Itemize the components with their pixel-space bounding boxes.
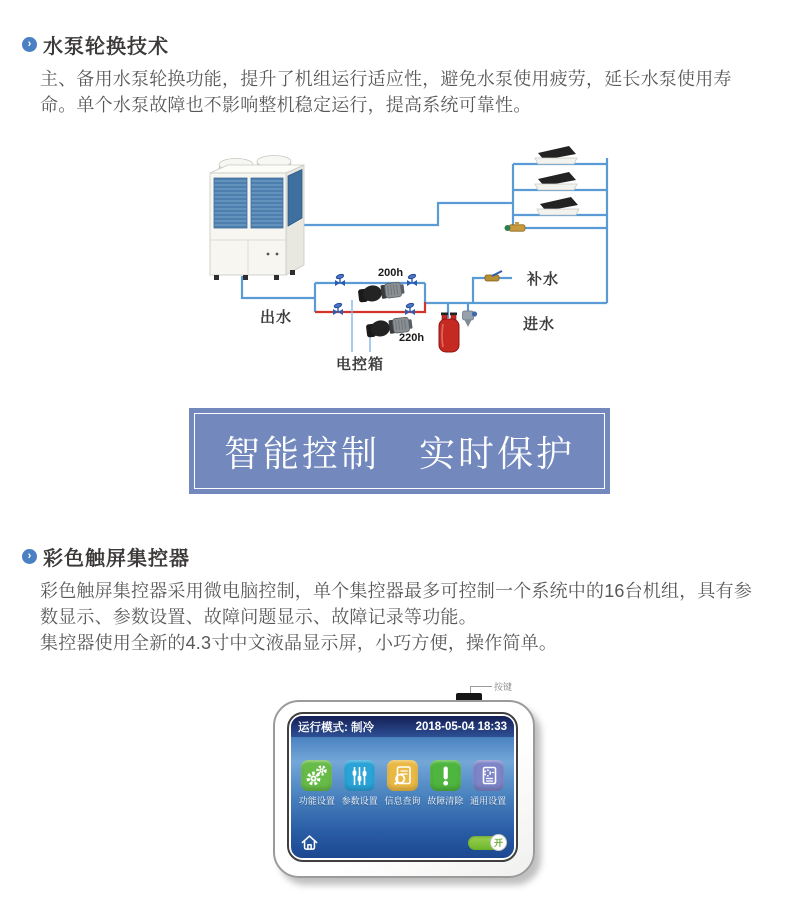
section2-title: 彩色触屏集控器 xyxy=(43,548,190,570)
app-label: 参数设置 xyxy=(341,796,378,806)
section2-paragraph-1: 彩色触屏集控器采用微电脑控制，单个集控器最多可控制一个系统中的16台机组，具有参数显示、参数设置、故障问题显示、故障记录等功能。 xyxy=(40,581,753,627)
air-cooled-chiller xyxy=(210,156,304,281)
makeup-ball-valve xyxy=(485,271,502,281)
controller-device xyxy=(273,700,535,878)
gears-icon xyxy=(301,760,332,791)
app-info-query[interactable] xyxy=(382,760,422,807)
section1-header xyxy=(22,30,770,59)
expansion-tank xyxy=(439,313,459,353)
water-system-diagram xyxy=(180,140,640,402)
fan-coil-units xyxy=(535,146,579,215)
section-bullet-icon: › xyxy=(22,549,37,564)
app-fault-clear[interactable] xyxy=(425,760,465,807)
section2-paragraph-2: 集控器使用全新的4.3寸中文液晶显示屏，小巧方便，操作简单。 xyxy=(40,633,558,653)
sliders-icon xyxy=(344,760,375,791)
section2-header xyxy=(22,542,770,571)
doc-settings-icon xyxy=(473,760,504,791)
power-toggle[interactable] xyxy=(468,836,505,850)
app-general-settings[interactable] xyxy=(468,760,508,807)
makeup-water-label: 补水 xyxy=(527,271,560,288)
screen-bottom-bar xyxy=(300,833,505,852)
app-grid xyxy=(291,760,514,807)
screen-bezel xyxy=(287,712,518,862)
section-pump-rotation xyxy=(22,30,770,118)
app-label: 通用设置 xyxy=(470,796,507,806)
exclamation-icon xyxy=(430,760,461,791)
filter-assembly xyxy=(463,311,478,327)
water-outlet-label: 出水 xyxy=(260,309,293,326)
section1-paragraph: 主、备用水泵轮换功能，提升了机组运行适应性，避免水泵使用疲劳，延长水泵使用寿命。单个水泵故障也不影响整机稳定运行，提高系统可靠性。 xyxy=(40,69,732,115)
doc-search-icon xyxy=(387,760,418,791)
app-function-settings[interactable] xyxy=(297,760,337,807)
physical-key-label: 按键 xyxy=(494,682,513,692)
water-pump-primary xyxy=(357,282,405,303)
control-box-label: 电控箱 xyxy=(336,356,385,373)
section-touch-controller xyxy=(22,542,770,656)
pump-hours-bottom-label: 220h xyxy=(399,332,425,344)
app-label: 故障清除 xyxy=(427,796,464,806)
status-bar xyxy=(291,716,514,737)
home-icon[interactable] xyxy=(300,833,319,852)
touchscreen xyxy=(291,716,514,858)
section1-title: 水泵轮换技术 xyxy=(43,36,169,58)
app-parameter-settings[interactable] xyxy=(340,760,380,807)
datetime-status: 2018-05-04 18:33 xyxy=(415,720,507,733)
app-label: 信息查询 xyxy=(384,796,421,806)
brass-valve xyxy=(505,222,526,231)
water-inlet-label: 进水 xyxy=(523,316,556,333)
pump-hours-top-label: 200h xyxy=(378,267,404,279)
app-label: 功能设置 xyxy=(298,796,335,806)
section-bullet-icon: › xyxy=(22,37,37,52)
slogan-banner xyxy=(189,408,610,494)
run-mode-status: 运行模式: 制冷 xyxy=(298,721,375,734)
banner-text: 智能控制 实时保护 xyxy=(223,432,575,474)
power-toggle-knob[interactable]: 开 xyxy=(490,834,507,851)
